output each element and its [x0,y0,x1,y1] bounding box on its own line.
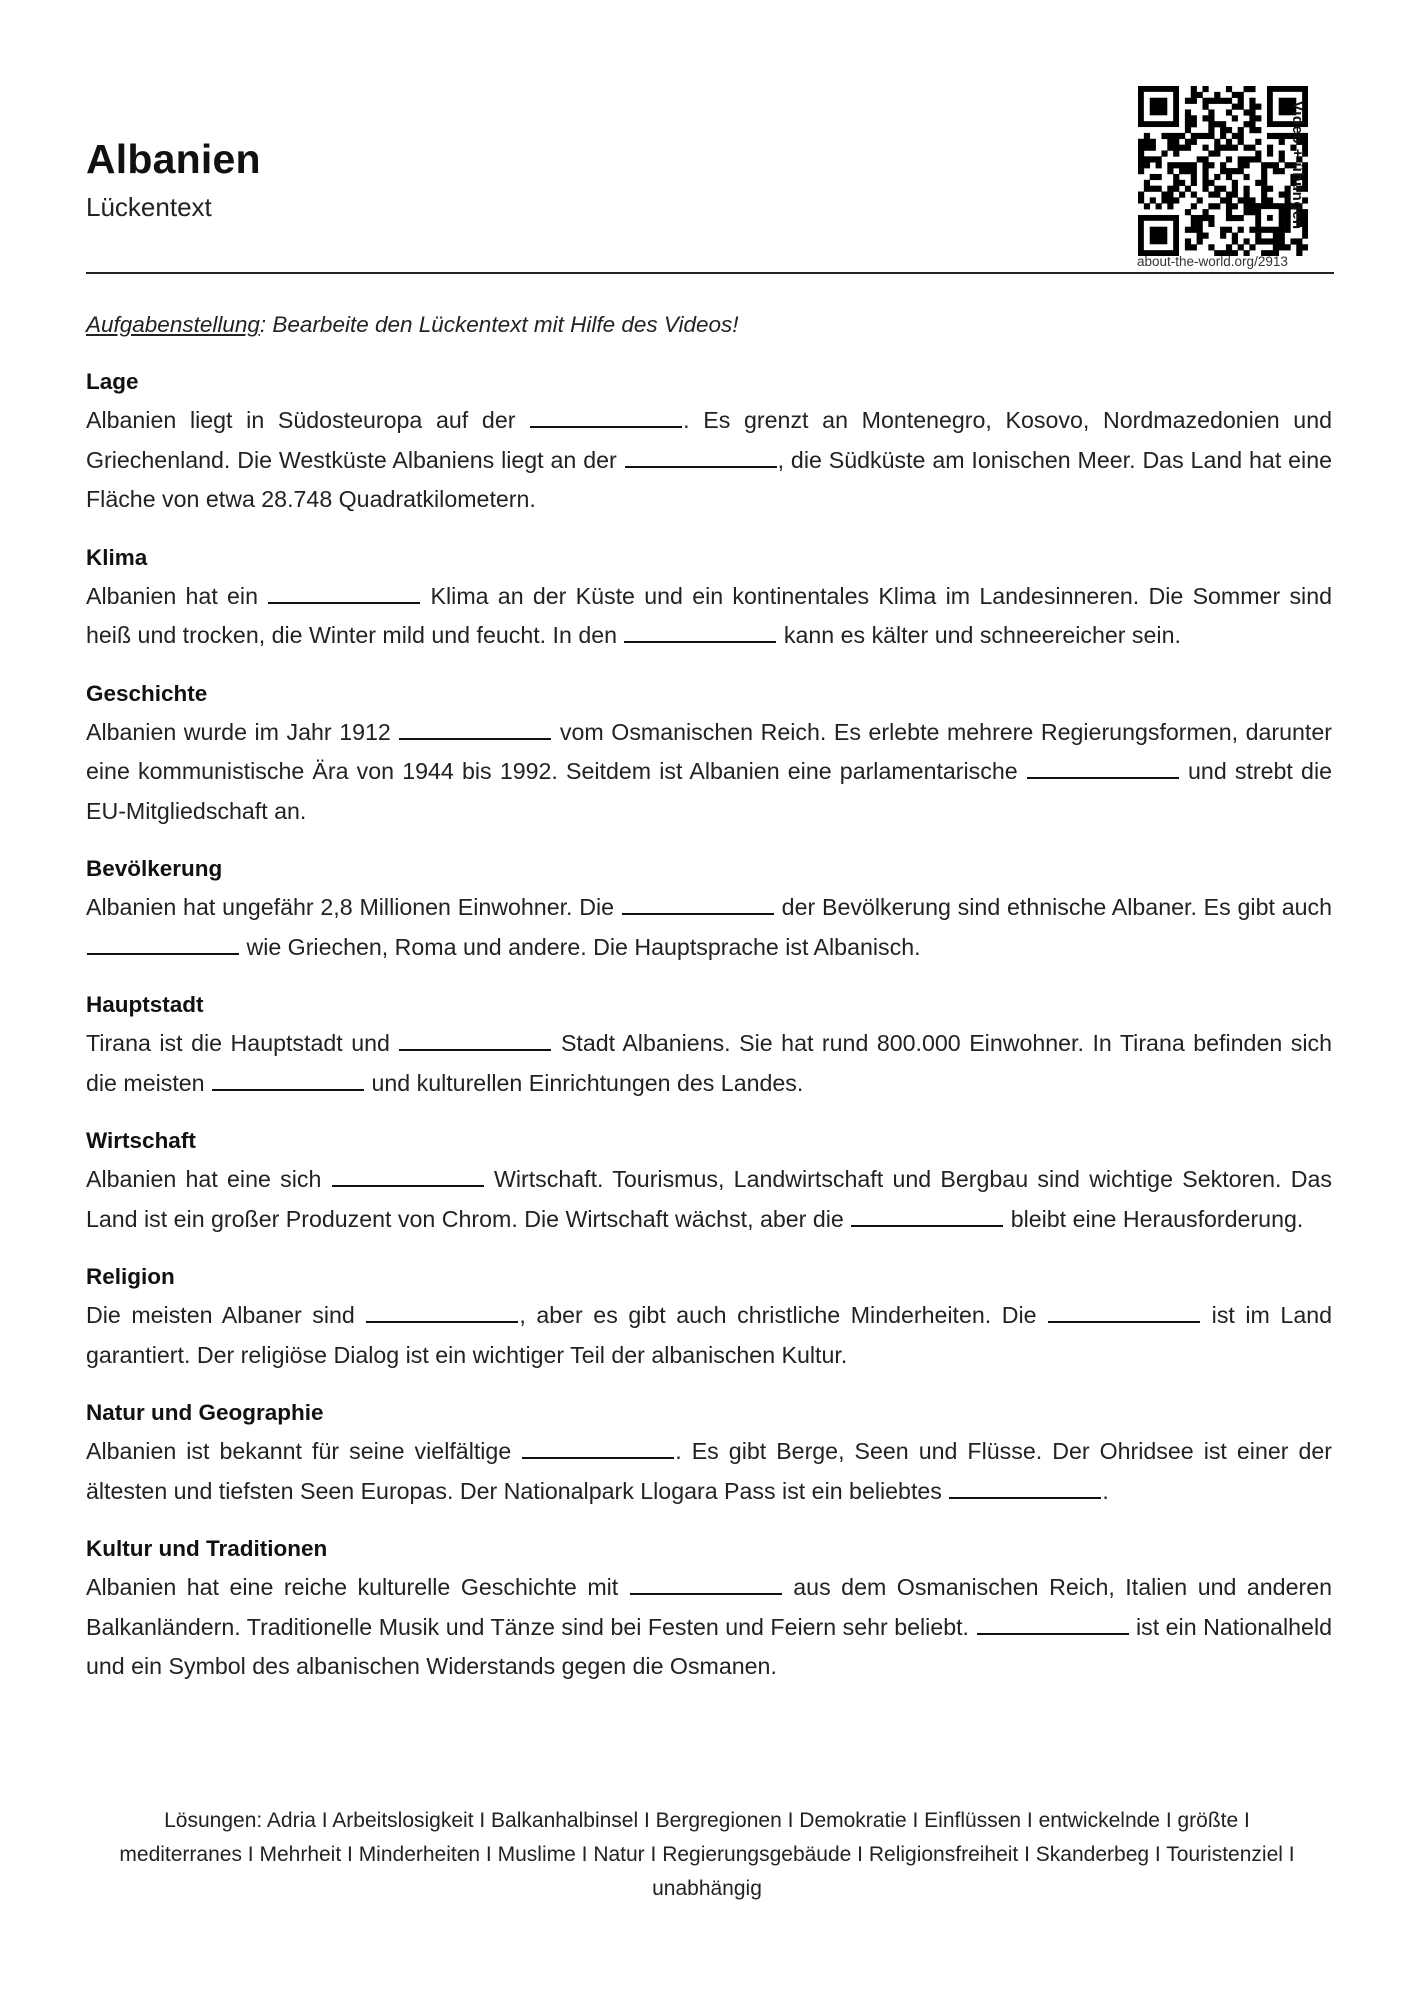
solution-word: Balkanhalbinsel [491,1809,639,1832]
text-segment: . Es grenzt an Montenegro, Kosovo, Nordmazedonien und Griechenland. Die Westküste Albaniens liegt an der [86,407,1332,473]
solution-word: größte [1177,1809,1239,1832]
section-klima [86,538,1332,656]
text-segment: Die meisten Albaner sind [86,1302,366,1328]
gap-blank[interactable] [399,718,551,740]
section-heading: Geschichte [86,680,208,706]
solution-word: Religionsfreiheit [868,1843,1019,1866]
solution-word: Demokratie [799,1809,907,1832]
text-segment: , die Südküste am Ionischen Meer. Das Land hat eine Fläche von etwa 28.748 Quadratkilometern. [86,446,1332,512]
page-subtitle: Lückentext [86,192,212,222]
text-segment: Albanien liegt in Südosteuropa auf der [86,407,530,433]
section-bevoelkerung [86,849,1332,967]
gap-blank[interactable] [522,1437,674,1459]
text-segment: kann es kälter und schneereicher sein. [777,622,1181,648]
text-segment: wie Griechen, Roma und andere. Die Hauptsprache ist Albanisch. [240,933,921,960]
section-hauptstadt [86,985,1332,1103]
section-paragraph [86,1432,1332,1511]
gap-blank[interactable] [332,1165,484,1187]
section-heading: Wirtschaft [86,1128,196,1153]
solution-word: Skanderbeg [1035,1843,1150,1866]
text-segment: Albanien wurde im Jahr 1912 [86,718,399,745]
text-segment: Wirtschaft. Tourismus, Landwirtschaft und Bergbau sind wichtige Sektoren. Das Land ist ein großer Produzent von Chrom. Die Wirtschaft wächst, aber die [86,1166,1332,1232]
solution-word: Mehrheit [259,1843,342,1866]
text-segment: Stadt Albaniens. Sie hat rund 800.000 Einwohner. In Tirana befinden sich die meisten [86,1030,1332,1096]
section-lage [86,362,1332,520]
section-heading: Bevölkerung [86,856,223,881]
solution-word: entwickelnde [1038,1809,1160,1832]
gap-blank[interactable] [977,1613,1129,1635]
solution-word: Touristenziel [1166,1843,1283,1866]
solutions-word-list: Adria I Arbeitslosigkeit I Balkanhalbinsel I Bergregionen I Demokratie I Einflüssen I entwickelnde I größte I mediterranes I Mehrheit I Minderheiten I Muslime I Natur I Regierungsgebäude I Religionsfreiheit I Skanderbeg I Touristenziel I unabhängig [119,1809,1295,1900]
gap-blank[interactable] [630,1573,782,1595]
section-kultur [86,1529,1332,1687]
section-heading: Hauptstadt [86,992,204,1017]
gap-blank[interactable] [851,1205,1003,1227]
task-text: : Bearbeite den Lückentext mit Hilfe des Videos! [259,312,739,337]
gap-blank[interactable] [366,1301,518,1323]
section-paragraph [86,1568,1332,1687]
task-label: Aufgabenstellung [86,312,260,337]
section-paragraph [86,1024,1332,1103]
gap-blank[interactable] [625,446,777,468]
solution-word: Arbeitslosigkeit [332,1809,474,1832]
solution-word: Muslime [497,1843,576,1866]
text-segment: der Bevölkerung sind ethnische Albaner. Es gibt auch [774,894,1333,920]
gap-blank[interactable] [949,1477,1101,1499]
text-segment: Albanien hat eine reiche kulturelle Geschichte mit [86,1574,629,1600]
solution-word: Natur [593,1843,645,1866]
solutions-label: Lösungen: [164,1809,263,1832]
text-segment: . [1102,1477,1109,1504]
text-segment: Tirana ist die Hauptstadt und [86,1030,399,1056]
header-divider [86,272,1334,274]
gap-blank[interactable] [1027,757,1179,779]
gap-blank[interactable] [1048,1301,1200,1323]
section-natur [86,1393,1332,1511]
qr-side-label: Video + übungen [1289,101,1306,230]
section-paragraph [86,888,1332,967]
section-paragraph [86,713,1332,832]
section-heading: Lage [86,369,139,394]
text-segment: und kulturellen Einrichtungen des Landes. [365,1069,804,1096]
gap-blank[interactable] [624,621,776,643]
solutions-box [110,1804,1304,1906]
gap-blank[interactable] [87,933,239,955]
text-segment: Albanien hat ein [86,582,268,609]
qr-url: about-the-world.org/2913 [1137,254,1288,269]
section-paragraph [86,1160,1332,1239]
solution-word: unabhängig [652,1877,762,1900]
page-title: Albanien [86,136,261,182]
solution-word: Bergregionen [655,1809,782,1832]
text-segment: , aber es gibt auch christliche Minderheiten. Die [519,1302,1048,1328]
gap-blank[interactable] [268,582,420,604]
section-heading: Religion [86,1264,175,1289]
gap-blank[interactable] [530,406,682,428]
cloze-text [86,362,1332,1705]
solution-word: mediterranes [119,1843,242,1866]
text-segment: aus dem Osmanischen Reich, Italien und anderen Balkanländern. Traditionelle Musik und Tänze sind bei Festen und Feiern sehr beliebt. [86,1574,1332,1640]
section-paragraph [86,577,1332,656]
text-segment: Albanien ist bekannt für seine vielfältige [86,1438,522,1464]
task-instruction [86,312,739,338]
gap-blank[interactable] [212,1069,364,1091]
section-heading: Kultur und Traditionen [86,1536,328,1561]
text-segment: ist ein Nationalheld und ein Symbol des albanischen Widerstands gegen die Osmanen. [86,1613,1333,1679]
text-segment: ist im Land garantiert. Der religiöse Dialog ist ein wichtiger Teil der albanischen Kultur. [86,1302,1333,1368]
section-heading: Natur und Geographie [86,1400,324,1425]
text-segment: . Es gibt Berge, Seen und Flüsse. Der Ohridsee ist einer der ältesten und tiefsten Seen Europas. Der Nationalpark Llogara Pass ist ein beliebtes [86,1438,1332,1504]
text-segment: Klima an der Küste und ein kontinentales Klima im Landesinneren. Die Sommer sind heiß und trocken, die Winter mild und feucht. In den [86,582,1332,648]
section-wirtschaft [86,1121,1332,1239]
text-segment: Albanien hat ungefähr 2,8 Millionen Einwohner. Die [86,894,621,920]
section-paragraph [86,1296,1332,1375]
qr-code-icon [1138,86,1308,256]
solution-word: Regierungsgebäude [662,1843,852,1866]
gap-blank[interactable] [622,893,774,915]
solution-word: Minderheiten [358,1843,481,1866]
section-geschichte [86,674,1332,832]
gap-blank[interactable] [399,1029,551,1051]
solution-word: Adria [266,1809,316,1832]
text-segment: und strebt die EU-Mitgliedschaft an. [86,758,1332,824]
section-heading: Klima [86,544,148,570]
section-paragraph [86,401,1332,520]
section-religion [86,1257,1332,1375]
text-segment: Albanien hat eine sich [86,1166,331,1192]
solution-word: Einflüssen [924,1809,1022,1832]
text-segment: vom Osmanischen Reich. Es erlebte mehrere Regierungsformen, darunter eine kommunistische Ära von 1944 bis 1992. Seitdem ist Albanien eine parlamentarische [86,718,1332,784]
text-segment: bleibt eine Herausforderung. [1004,1205,1304,1232]
qr-code-block [1128,80,1338,275]
